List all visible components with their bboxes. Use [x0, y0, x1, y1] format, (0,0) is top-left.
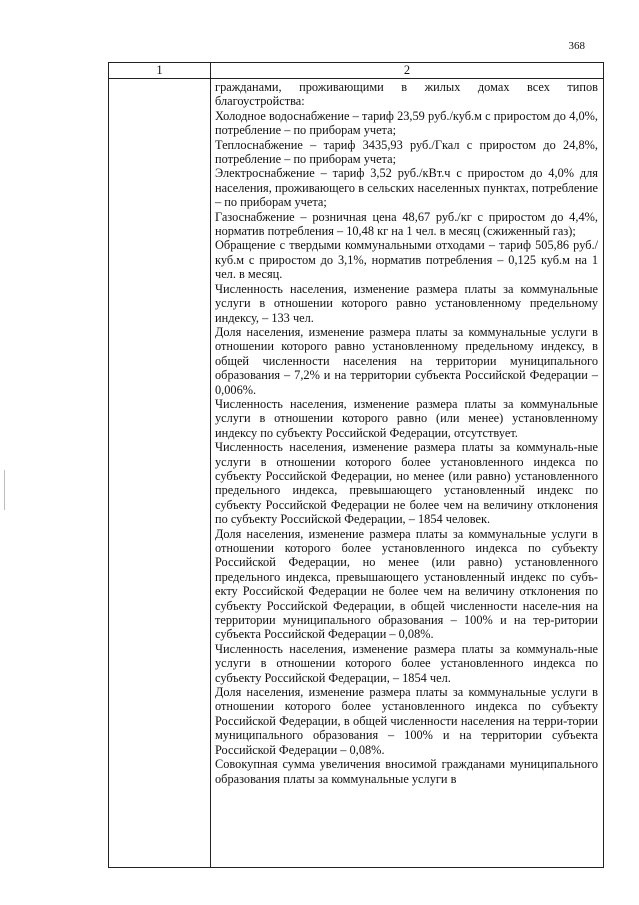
- paragraph: Численность населения, изменение размера платы за коммуналь-ные услуги в отношении которого более установленного индекса по субъекту Российской Федерации, – 1854 чел.: [215, 641, 598, 685]
- column-1-cell: [109, 79, 211, 868]
- column-2-cell: [211, 79, 604, 868]
- table-row: [109, 79, 604, 868]
- paragraph: Электроснабжение – тариф 3,52 руб./кВт.ч с приростом до 4,0% для населения, проживающего в сельских населенных пунктах, потребление – по приборам учета;: [215, 166, 598, 210]
- paragraph: Численность населения, изменение размера платы за коммунальные услуги в отношении которого равно установленному предельному индексу, – 133 чел.: [215, 281, 598, 325]
- paragraph: Обращение с твердыми коммунальными отходами – тариф 505,86 руб./куб.м с приростом до 3,1%, норматив потребления – 0,125 куб.м на 1 чел. в месяц.: [215, 238, 598, 282]
- paragraph: Теплоснабжение – тариф 3435,93 руб./Гкал с приростом до 24,8%, потребление – по приборам учета;: [215, 137, 598, 167]
- table-header-row: [109, 63, 604, 79]
- paragraph: гражданами, проживающими в жилых домах всех типов благоустройства:: [215, 80, 598, 109]
- scan-margin-mark: [4, 470, 5, 510]
- paragraph: Доля населения, изменение размера платы за коммунальные услуги в отношении которого более установленного индекса по субъекту Российской Федерации, в общей численности населения на терри-тории муниципального образования – 100% и на территории субъекта Российской Федерации – 0,08%.: [215, 685, 598, 757]
- page-number: 368: [568, 40, 585, 52]
- paragraph: Численность населения, изменение размера платы за коммунальные услуги в отношении которого равно (или менее) установленному индексу по субъекту Российской Федерации, отсутствует.: [215, 396, 598, 440]
- paragraph: Газоснабжение – розничная цена 48,67 руб./кг с приростом до 4,4%, норматив потребления – 10,48 кг на 1 чел. в месяц (сжиженный газ);: [215, 209, 598, 239]
- paragraph: Численность населения, изменение размера платы за коммуналь-ные услуги в отношении которого более установленного индекса по субъекту Российской Федерации, но менее (или равно) установленного предельного индекса, превышающего установленный индекс по субъекту Российской Федерации не более чем на величину отклонения по субъекту Российской Федерации, – 1854 человек.: [215, 440, 598, 527]
- paragraph: Доля населения, изменение размера платы за коммунальные услуги в отношении которого равно установленному предельному индексу, в общей численности населения на территории муниципального образования – 7,2% и на территории субъекта Российской Федерации – 0,006%.: [215, 324, 598, 397]
- paragraph: Совокупная сумма увеличения вносимой гражданами муниципального образования платы за коммунальные услуги в: [215, 757, 598, 786]
- paragraph: Холодное водоснабжение – тариф 23,59 руб./куб.м с приростом до 4,0%, потребление – по приборам учета;: [215, 108, 598, 138]
- column-header-2: 2: [211, 63, 604, 79]
- column-header-1: 1: [109, 63, 211, 79]
- document-table: [108, 62, 604, 868]
- paragraph: Доля населения, изменение размера платы за коммунальные услуги в отношении которого более установленного индекса по субъекту Российской Федерации, но менее (или равно) установленного предельного индекса, превышающего установленный индекс по субъ-екту Российской Федерации не более чем на величину отклонения по субъекту Российской Федерации, в общей численности населе-ния на территории муниципального образования – 100% и на тер-ритории субъекта Российской Федерации – 0,08%.: [215, 526, 598, 642]
- column-2-text: [211, 79, 603, 786]
